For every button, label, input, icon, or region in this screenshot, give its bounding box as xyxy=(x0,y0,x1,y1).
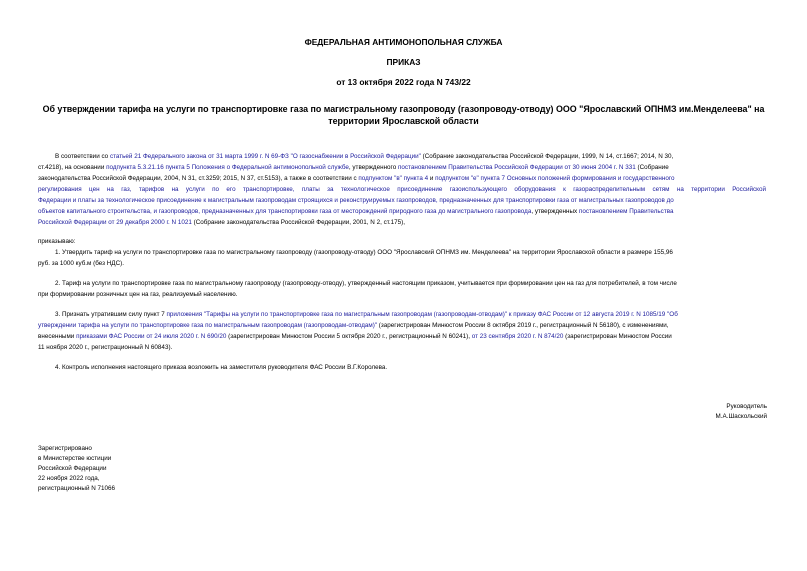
subclause-link[interactable]: подпунктом "в" пункта 4 xyxy=(358,175,429,182)
registration-line: Зарегистрировано xyxy=(38,445,92,452)
preamble-line: ст.4218), на основании подпункта 5.3.21.16 пункта 5 Положения о Федеральной антимонопольной службе, утвержденного постановлением Правительства Российской Федерации от 30 июня 2004 г. N 331 (Собрание xyxy=(38,164,669,171)
item-2-line: при формировании розничных цен на газ, реализуемый населению. xyxy=(38,291,238,298)
registration-line: регистрационный N 71066 xyxy=(38,485,116,492)
item-1-line: руб. за 1000 куб.м (без НДС). xyxy=(38,260,124,267)
doc-type: ПРИКАЗ xyxy=(386,57,421,67)
appendix-link[interactable]: утверждении тарифа на услуги по транспортировке газа по магистральным газопроводам (газопроводам-отводам)" xyxy=(38,322,378,329)
decree-link[interactable]: постановлением Правительства xyxy=(578,208,674,215)
registration-line: Российской Федерации xyxy=(38,465,107,472)
preamble-line xyxy=(38,186,766,194)
item-1-line: 1. Утвердить тариф на услуги по транспортировке газа по магистральному газопроводу (газопроводу-отводу) ООО "Ярославский ОПНМЗ им. Менделеева" на территории Ярославской области в размере 155,96 xyxy=(55,249,673,256)
regulation-text-link[interactable]: объектов капитального строительства, и газопроводов, предназначенных для транспортировки газа от месторождений природного газа до магистрального газопровода xyxy=(38,208,532,215)
order-link[interactable]: приказами ФАС России от 24 июля 2020 г. N 690/20 xyxy=(76,333,227,340)
regulation-text-link[interactable]: Федерации и платы за технологическое присоединение к магистральным газопроводам строящихся и реконструируемых газопроводов, предназначенных для транспортировки газа от магистральных газопроводов до xyxy=(38,197,674,204)
law-link[interactable]: статьей 21 Федерального закона от 31 марта 1999 г. N 69-ФЗ "О газоснабжении в Российской Федерации" xyxy=(109,153,421,160)
signature-name: М.А.Шаскольский xyxy=(715,413,767,420)
appendix-link[interactable]: приложения "Тарифы на услуги по транспортировке газа по магистральным газопроводам (газопроводам-отводам)" к приказу ФАС России от 12 августа 2019 г. N 1085/19 "Об xyxy=(166,311,678,318)
document-title: Об утверждении тарифа на услуги по транспортировке газа по магистральному газопроводу (газопроводу-отводу) ООО "Ярославский ОПНМЗ им.Менделеева" на территории Ярославской области xyxy=(42,104,765,126)
decree-link[interactable]: Российской Федерации от 29 декабря 2000 г. N 1021 xyxy=(38,219,192,226)
preamble-line xyxy=(38,197,674,205)
preamble-line: Российской Федерации от 29 декабря 2000 г. N 1021 (Собрание законодательства Российской Федерации, 2001, N 2, ст.175), xyxy=(38,219,406,226)
item-3-line: внесенными приказами ФАС России от 24 июля 2020 г. N 690/20 (зарегистрирован Минюстом России 5 октября 2020 г., регистрационный N 60241), от 23 сентября 2020 г. N 874/20 (зарегистрирован Минюстом России xyxy=(38,333,672,340)
item-3-line: утверждении тарифа на услуги по транспортировке газа по магистральным газопроводам (газопроводам-отводам)" (зарегистрирован Минюстом России 8 октября 2019 г., регистрационный N 56180), с изменениями, xyxy=(38,322,669,329)
signature-role: Руководитель xyxy=(726,403,767,410)
item-4-line: 4. Контроль исполнения настоящего приказа возложить на заместителя руководителя ФАС России В.Г.Королева. xyxy=(55,364,388,371)
preamble-line: объектов капитального строительства, и газопроводов, предназначенных для транспортировки газа от месторождений природного газа до магистрального газопровода, утвержденных постановлением Правительства xyxy=(38,208,674,215)
registration-line: в Министерстве юстиции xyxy=(38,455,112,462)
item-3-line: 3. Признать утратившим силу пункт 7 приложения "Тарифы на услуги по транспортировке газа по магистральным газопроводам (газопроводам-отводам)" к приказу ФАС России от 12 августа 2019 г. N 1085/19 "Об xyxy=(55,311,678,318)
item-2-line: 2. Тариф на услуги по транспортировке газа по магистральному газопроводу (газопроводу-отводу), утвержденный настоящим приказом, учитывается при формировании цен на газ для потребителей, в том числе xyxy=(55,280,677,287)
subclause-link[interactable]: подпунктом "е" пункта 7 Основных положений формирования и государственного xyxy=(435,175,675,182)
decree-link[interactable]: постановлением Правительства Российской Федерации от 30 июня 2004 г. N 331 xyxy=(397,164,636,171)
item-3-line: 11 ноября 2020 г., регистрационный N 60843). xyxy=(38,344,173,351)
order-link[interactable]: от 23 сентября 2020 г. N 874/20 xyxy=(471,333,564,340)
registration-line: 22 ноября 2022 года, xyxy=(38,475,100,482)
regulation-text-link[interactable]: регулирования цен на газ, тарифов на услуги по его транспортировке, платы за технологическое присоединение газоиспользующего оборудования к газораспределительным сетям на территории Российской xyxy=(38,186,766,193)
doc-date-number: от 13 октября 2022 года N 743/22 xyxy=(336,77,471,87)
preamble-line: В соответствии со статьей 21 Федерального закона от 31 марта 1999 г. N 69-ФЗ "О газоснабжении в Российской Федерации" (Собрание законодательства Российской Федерации, 1999, N 14, ст.1667; 2014, N 30, xyxy=(55,153,674,160)
regulation-link[interactable]: подпункта 5.3.21.16 пункта 5 Положения о Федеральной антимонопольной службе xyxy=(106,164,349,171)
preamble-line: законодательства Российской Федерации, 2004, N 31, ст.3259; 2015, N 37, ст.5153), а также в соответствии с подпунктом "в" пункта 4 и подпунктом "е" пункта 7 Основных положений формирования и государственного xyxy=(38,175,675,182)
agency-name: ФЕДЕРАЛЬНАЯ АНТИМОНОПОЛЬНАЯ СЛУЖБА xyxy=(304,37,503,47)
order-word: приказываю: xyxy=(38,238,76,245)
